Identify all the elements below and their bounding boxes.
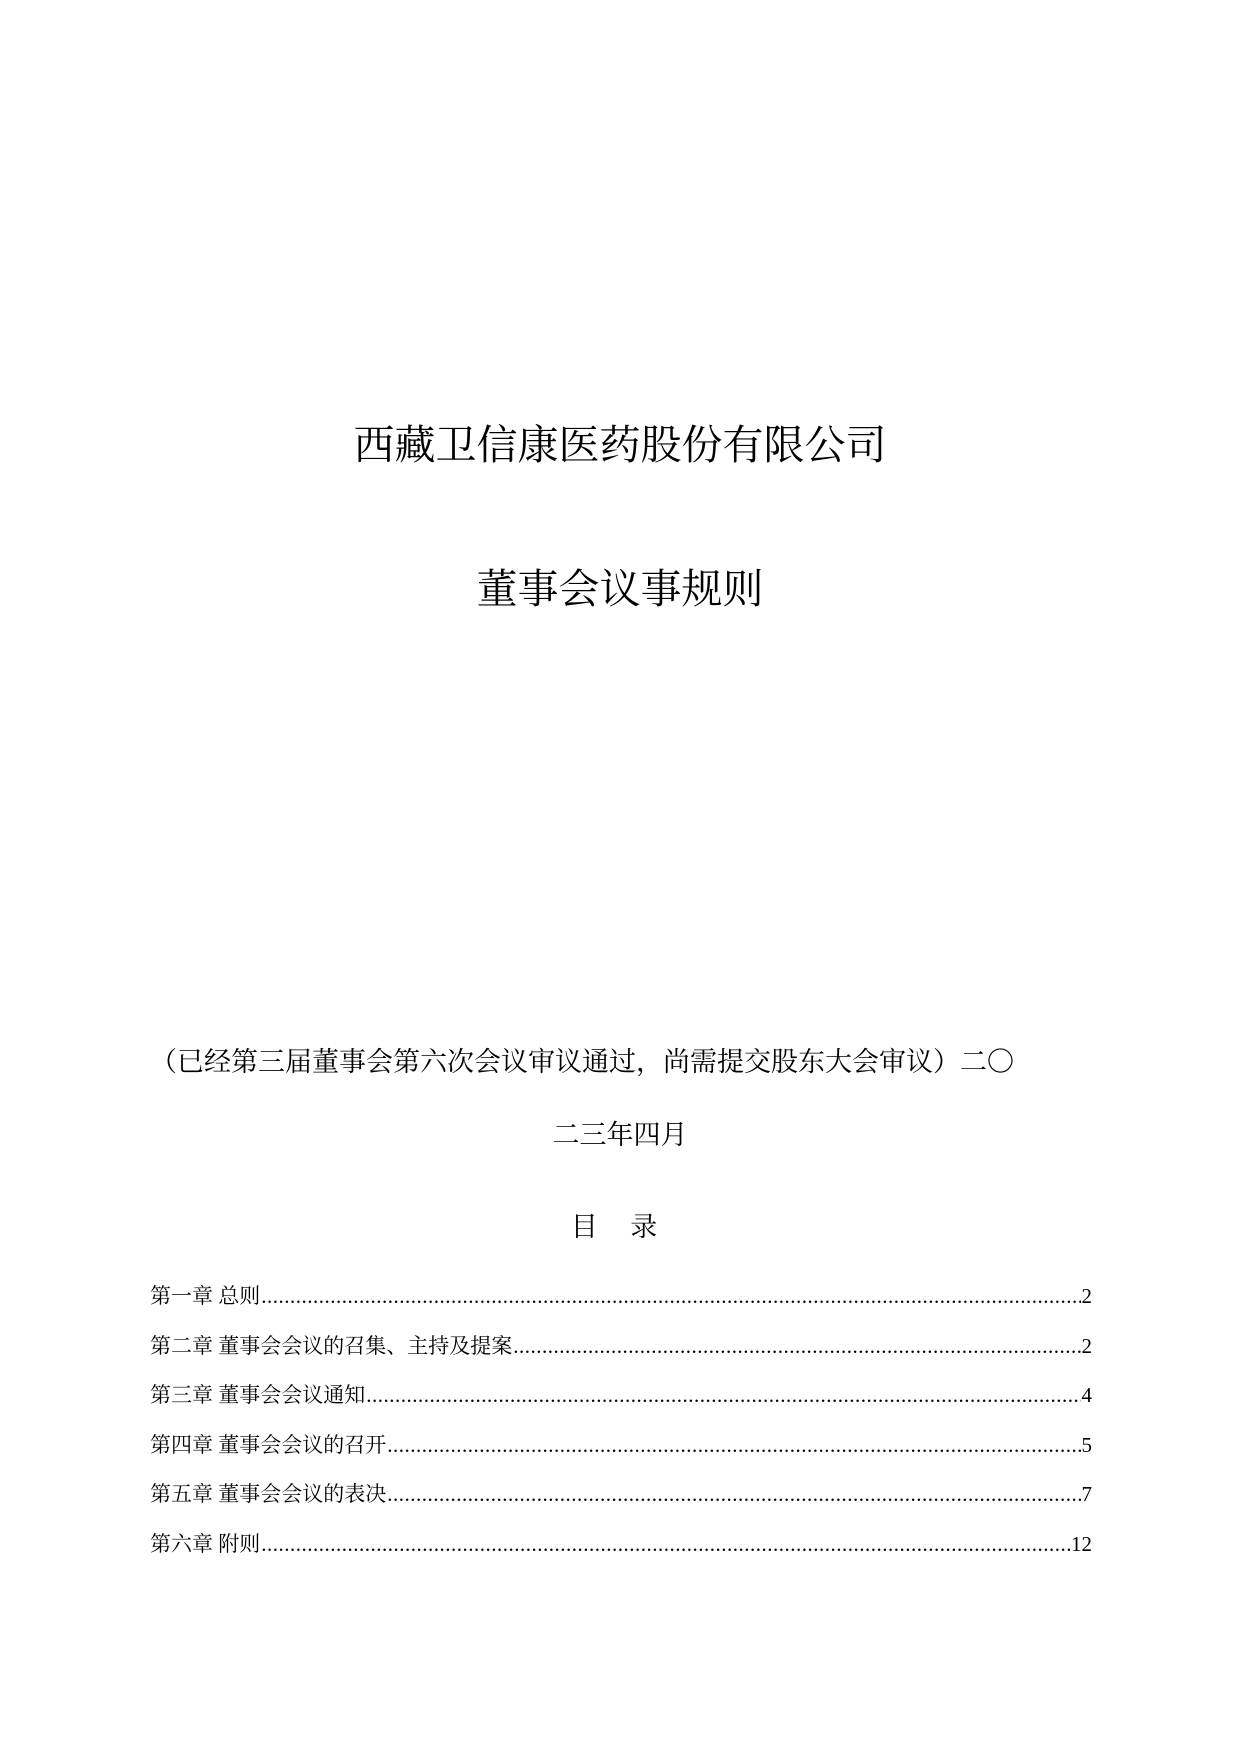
- toc-leader: [387, 1482, 1080, 1507]
- toc-heading: 目 录: [570, 1212, 670, 1243]
- toc-leader: [387, 1433, 1080, 1458]
- toc-entry[interactable]: [150, 1280, 1092, 1330]
- toc-entry-page: 7: [1081, 1482, 1092, 1506]
- toc-entry[interactable]: [150, 1379, 1092, 1429]
- toc-leader: [261, 1532, 1070, 1557]
- toc-entry[interactable]: [150, 1528, 1092, 1578]
- toc-entry-label: 第三章 董事会会议通知: [150, 1383, 366, 1407]
- toc-entry-page: 12: [1071, 1531, 1092, 1556]
- toc-entry-label: 第六章 附则: [150, 1531, 261, 1556]
- table-of-contents: [150, 1280, 1092, 1577]
- company-name: 西藏卫信康医药股份有限公司: [353, 421, 887, 469]
- toc-entry-label: 第四章 董事会会议的召开: [150, 1432, 387, 1457]
- toc-entry[interactable]: [150, 1478, 1092, 1528]
- toc-entry-page: 5: [1081, 1432, 1092, 1457]
- toc-leader: [261, 1284, 1080, 1309]
- toc-entry-label: 第二章 董事会会议的召集、主持及提案: [150, 1333, 513, 1358]
- toc-entry-page: 4: [1081, 1383, 1092, 1407]
- toc-entry-label: 第五章 董事会会议的表决: [150, 1482, 387, 1506]
- toc-entry[interactable]: [150, 1429, 1092, 1479]
- toc-entry-label: 第一章 总则: [150, 1284, 261, 1308]
- document-title: 董事会议事规则: [476, 565, 764, 613]
- toc-leader: [366, 1383, 1080, 1408]
- toc-entry-page: 2: [1081, 1333, 1092, 1358]
- toc-entry[interactable]: [150, 1330, 1092, 1380]
- approval-note: （已经第三届董事会第六次会议审议通过，尚需提交股东大会审议）二〇: [150, 1047, 1014, 1078]
- toc-leader: [513, 1334, 1080, 1359]
- document-date: 二三年四月: [552, 1120, 688, 1151]
- toc-entry-page: 2: [1081, 1284, 1092, 1308]
